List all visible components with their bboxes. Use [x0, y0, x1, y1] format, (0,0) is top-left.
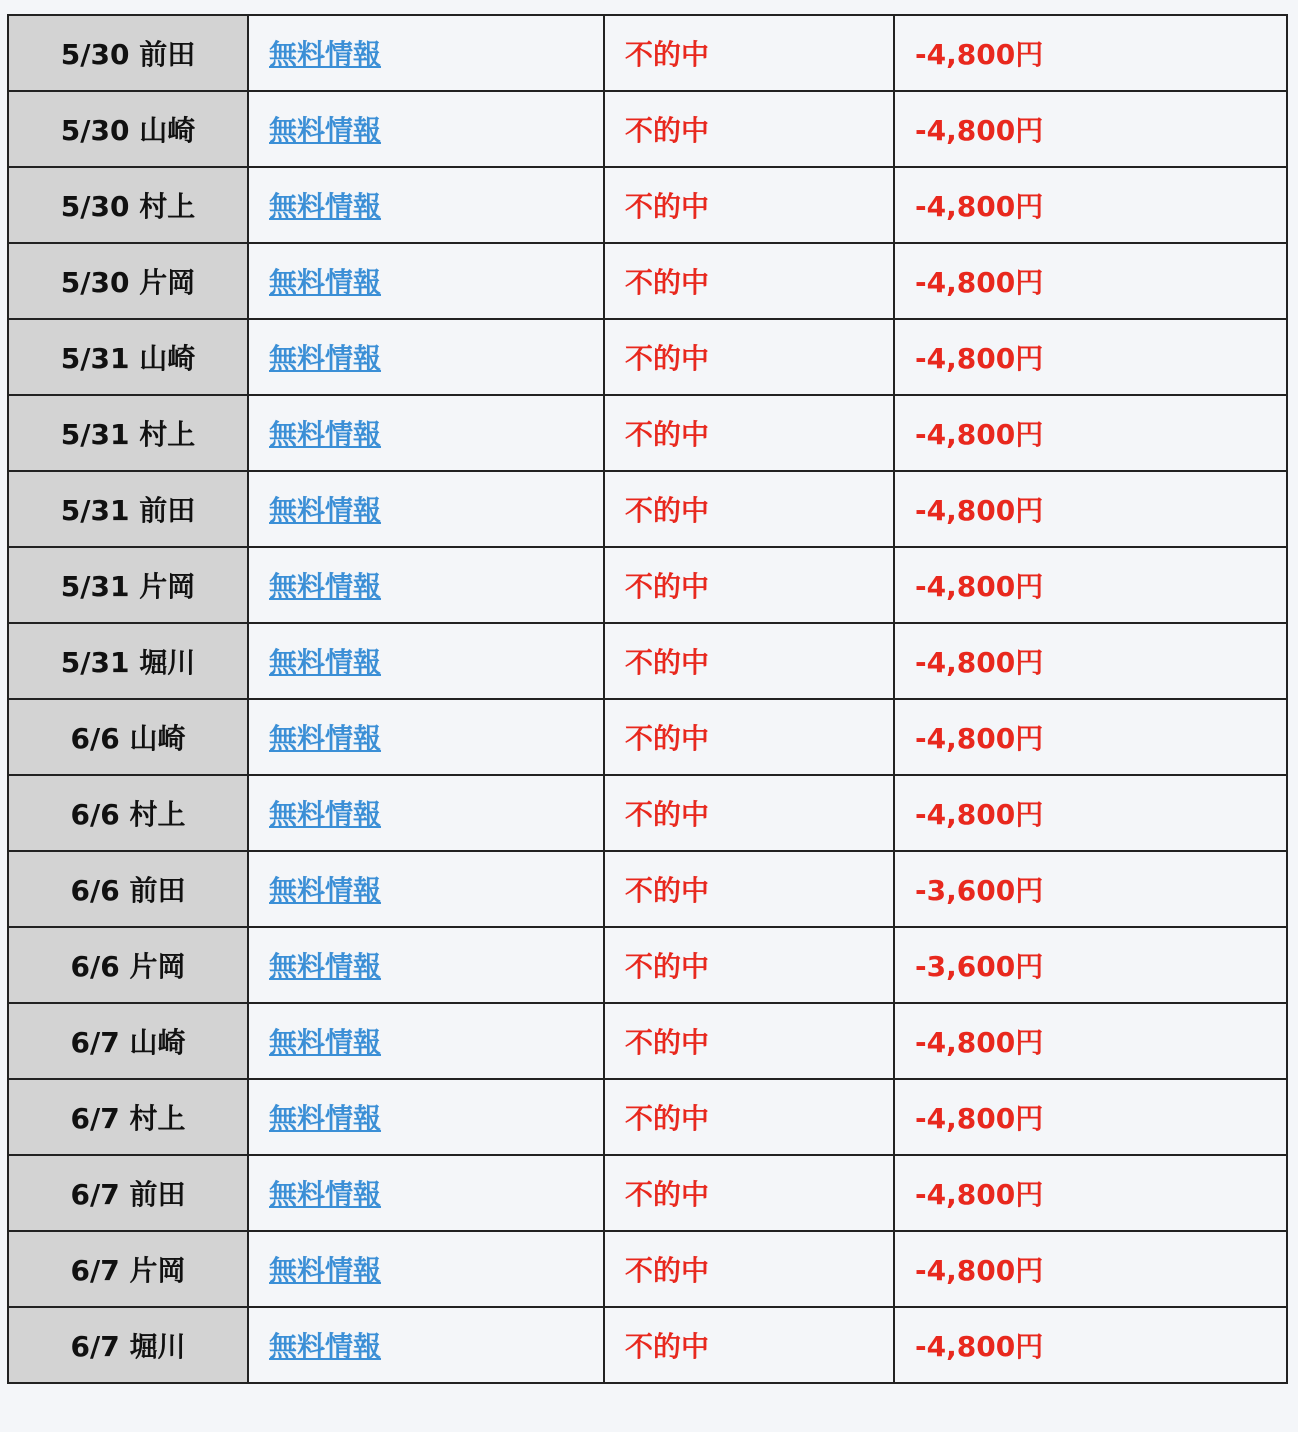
date-cell — [8, 395, 248, 471]
result-cell — [604, 15, 894, 91]
amount-label: -4,800円 — [915, 418, 1044, 451]
link-cell — [248, 1155, 604, 1231]
amount-label: -4,800円 — [915, 38, 1044, 71]
amount-cell — [894, 167, 1287, 243]
date-cell — [8, 1003, 248, 1079]
result-cell — [604, 1155, 894, 1231]
date-label: 5/31 山崎 — [60, 342, 196, 375]
result-cell — [604, 319, 894, 395]
table-row — [8, 15, 1287, 91]
free-info-link[interactable]: 無料情報 — [269, 266, 382, 299]
date-cell — [8, 775, 248, 851]
link-cell — [248, 1079, 604, 1155]
result-label: 不的中 — [625, 1254, 710, 1287]
amount-cell — [894, 927, 1287, 1003]
free-info-link[interactable]: 無料情報 — [269, 1254, 382, 1287]
amount-label: -3,600円 — [915, 874, 1044, 907]
free-info-link[interactable]: 無料情報 — [269, 418, 382, 451]
table-row — [8, 91, 1287, 167]
result-cell — [604, 851, 894, 927]
result-label: 不的中 — [625, 1026, 710, 1059]
date-cell — [8, 167, 248, 243]
table-row — [8, 395, 1287, 471]
free-info-link[interactable]: 無料情報 — [269, 646, 382, 679]
amount-cell — [894, 1079, 1287, 1155]
amount-cell — [894, 1003, 1287, 1079]
date-cell — [8, 623, 248, 699]
free-info-link[interactable]: 無料情報 — [269, 1330, 382, 1363]
result-cell — [604, 623, 894, 699]
date-label: 5/30 村上 — [60, 190, 196, 223]
table-row — [8, 1307, 1287, 1383]
date-cell — [8, 15, 248, 91]
result-label: 不的中 — [625, 874, 710, 907]
link-cell — [248, 1231, 604, 1307]
result-label: 不的中 — [625, 1102, 710, 1135]
date-label: 6/6 山崎 — [70, 722, 186, 755]
amount-label: -4,800円 — [915, 1330, 1044, 1363]
date-cell — [8, 699, 248, 775]
link-cell — [248, 547, 604, 623]
link-cell — [248, 927, 604, 1003]
free-info-link[interactable]: 無料情報 — [269, 342, 382, 375]
date-label: 5/30 片岡 — [60, 266, 196, 299]
free-info-link[interactable]: 無料情報 — [269, 1178, 382, 1211]
results-table — [7, 14, 1288, 1384]
date-cell — [8, 1231, 248, 1307]
amount-cell — [894, 851, 1287, 927]
date-label: 5/30 山崎 — [60, 114, 196, 147]
table-row — [8, 699, 1287, 775]
result-label: 不的中 — [625, 646, 710, 679]
link-cell — [248, 623, 604, 699]
date-label: 6/7 片岡 — [70, 1254, 186, 1287]
result-cell — [604, 775, 894, 851]
free-info-link[interactable]: 無料情報 — [269, 38, 382, 71]
result-cell — [604, 167, 894, 243]
table-row — [8, 1155, 1287, 1231]
date-label: 5/31 前田 — [60, 494, 196, 527]
amount-label: -4,800円 — [915, 722, 1044, 755]
free-info-link[interactable]: 無料情報 — [269, 114, 382, 147]
free-info-link[interactable]: 無料情報 — [269, 950, 382, 983]
result-label: 不的中 — [625, 190, 710, 223]
amount-label: -4,800円 — [915, 266, 1044, 299]
date-cell — [8, 927, 248, 1003]
amount-cell — [894, 623, 1287, 699]
date-label: 6/7 山崎 — [70, 1026, 186, 1059]
link-cell — [248, 775, 604, 851]
link-cell — [248, 471, 604, 547]
date-label: 6/6 村上 — [70, 798, 186, 831]
result-cell — [604, 471, 894, 547]
result-cell — [604, 1079, 894, 1155]
amount-label: -4,800円 — [915, 1026, 1044, 1059]
table-row — [8, 243, 1287, 319]
free-info-link[interactable]: 無料情報 — [269, 1102, 382, 1135]
amount-label: -4,800円 — [915, 190, 1044, 223]
date-cell — [8, 1079, 248, 1155]
result-label: 不的中 — [625, 418, 710, 451]
link-cell — [248, 1003, 604, 1079]
free-info-link[interactable]: 無料情報 — [269, 874, 382, 907]
free-info-link[interactable]: 無料情報 — [269, 798, 382, 831]
result-cell — [604, 243, 894, 319]
result-cell — [604, 1307, 894, 1383]
amount-cell — [894, 243, 1287, 319]
table-row — [8, 319, 1287, 395]
amount-label: -4,800円 — [915, 494, 1044, 527]
date-label: 6/6 前田 — [70, 874, 186, 907]
date-cell — [8, 471, 248, 547]
amount-label: -4,800円 — [915, 1254, 1044, 1287]
amount-label: -3,600円 — [915, 950, 1044, 983]
amount-cell — [894, 1155, 1287, 1231]
link-cell — [248, 851, 604, 927]
link-cell — [248, 319, 604, 395]
date-label: 5/31 村上 — [60, 418, 196, 451]
free-info-link[interactable]: 無料情報 — [269, 722, 382, 755]
amount-cell — [894, 699, 1287, 775]
date-cell — [8, 243, 248, 319]
result-cell — [604, 547, 894, 623]
table-row — [8, 1079, 1287, 1155]
result-cell — [604, 1003, 894, 1079]
amount-cell — [894, 319, 1287, 395]
free-info-link[interactable]: 無料情報 — [269, 570, 382, 603]
date-label: 5/31 片岡 — [60, 570, 196, 603]
date-label: 6/6 片岡 — [70, 950, 186, 983]
result-label: 不的中 — [625, 342, 710, 375]
amount-label: -4,800円 — [915, 798, 1044, 831]
amount-cell — [894, 775, 1287, 851]
link-cell — [248, 15, 604, 91]
free-info-link[interactable]: 無料情報 — [269, 494, 382, 527]
date-cell — [8, 851, 248, 927]
result-label: 不的中 — [625, 1178, 710, 1211]
result-cell — [604, 927, 894, 1003]
result-label: 不的中 — [625, 570, 710, 603]
result-cell — [604, 91, 894, 167]
amount-label: -4,800円 — [915, 1178, 1044, 1211]
link-cell — [248, 243, 604, 319]
link-cell — [248, 91, 604, 167]
result-label: 不的中 — [625, 494, 710, 527]
amount-label: -4,800円 — [915, 570, 1044, 603]
free-info-link[interactable]: 無料情報 — [269, 190, 382, 223]
table-row — [8, 547, 1287, 623]
amount-cell — [894, 15, 1287, 91]
link-cell — [248, 1307, 604, 1383]
table-row — [8, 167, 1287, 243]
amount-cell — [894, 471, 1287, 547]
table-row — [8, 623, 1287, 699]
amount-cell — [894, 1231, 1287, 1307]
date-cell — [8, 547, 248, 623]
table-row — [8, 1003, 1287, 1079]
link-cell — [248, 395, 604, 471]
result-cell — [604, 699, 894, 775]
result-label: 不的中 — [625, 1330, 710, 1363]
result-label: 不的中 — [625, 722, 710, 755]
link-cell — [248, 699, 604, 775]
date-label: 5/31 堀川 — [60, 646, 196, 679]
results-table-body — [8, 15, 1287, 1383]
result-label: 不的中 — [625, 114, 710, 147]
amount-label: -4,800円 — [915, 1102, 1044, 1135]
amount-cell — [894, 91, 1287, 167]
amount-label: -4,800円 — [915, 342, 1044, 375]
amount-cell — [894, 1307, 1287, 1383]
result-label: 不的中 — [625, 266, 710, 299]
result-label: 不的中 — [625, 950, 710, 983]
link-cell — [248, 167, 604, 243]
result-cell — [604, 1231, 894, 1307]
result-label: 不的中 — [625, 38, 710, 71]
table-row — [8, 927, 1287, 1003]
date-label: 5/30 前田 — [60, 38, 196, 71]
result-cell — [604, 395, 894, 471]
amount-label: -4,800円 — [915, 646, 1044, 679]
date-label: 6/7 村上 — [70, 1102, 186, 1135]
date-label: 6/7 堀川 — [70, 1330, 186, 1363]
table-row — [8, 775, 1287, 851]
date-label: 6/7 前田 — [70, 1178, 186, 1211]
free-info-link[interactable]: 無料情報 — [269, 1026, 382, 1059]
result-label: 不的中 — [625, 798, 710, 831]
table-row — [8, 471, 1287, 547]
amount-label: -4,800円 — [915, 114, 1044, 147]
amount-cell — [894, 395, 1287, 471]
amount-cell — [894, 547, 1287, 623]
date-cell — [8, 1155, 248, 1231]
table-row — [8, 1231, 1287, 1307]
date-cell — [8, 319, 248, 395]
date-cell — [8, 1307, 248, 1383]
date-cell — [8, 91, 248, 167]
table-row — [8, 851, 1287, 927]
